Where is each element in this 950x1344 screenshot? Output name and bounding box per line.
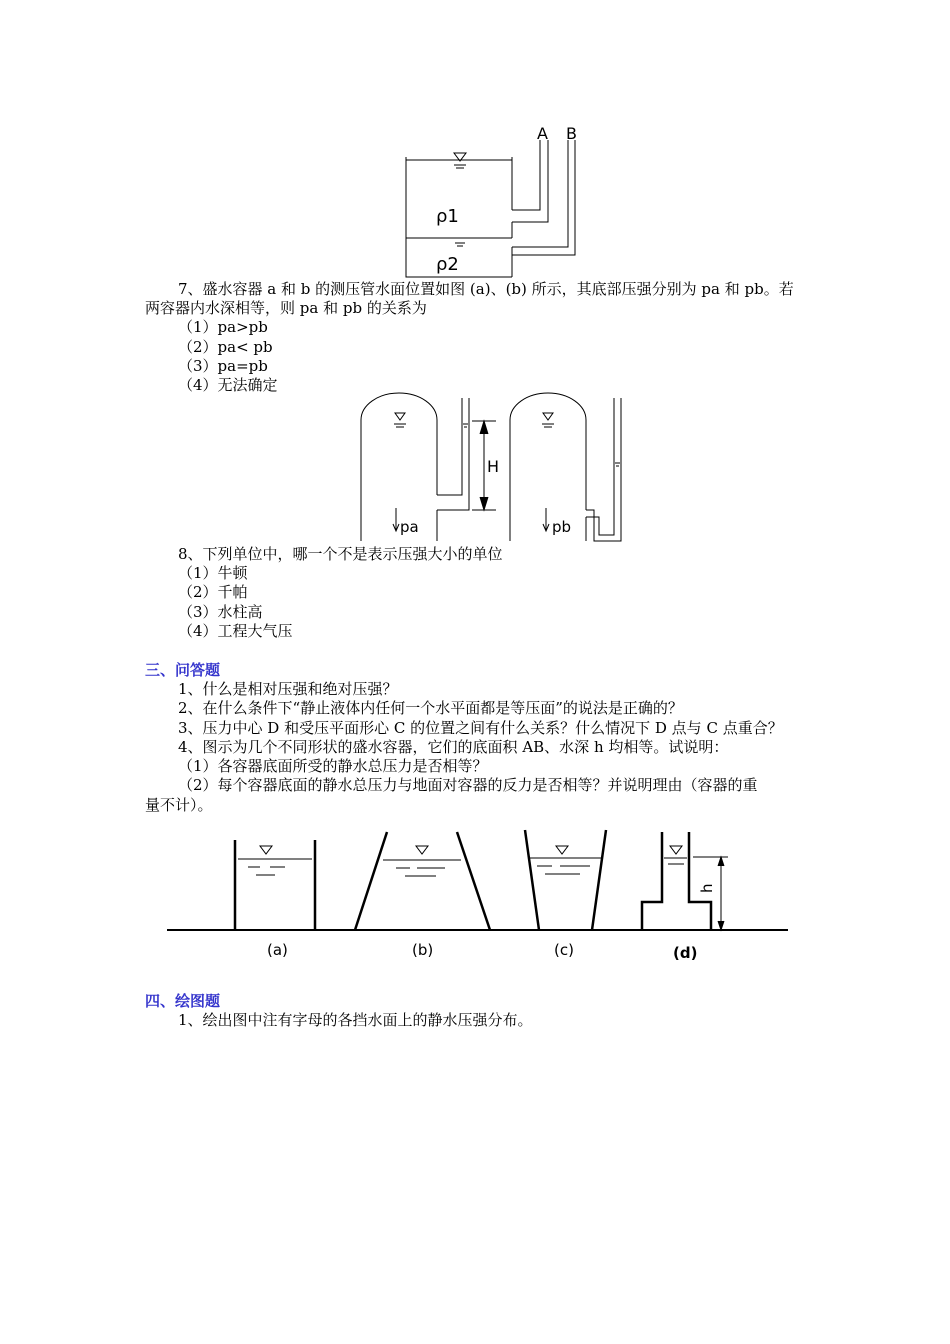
- section3-subitem: （2）每个容器底面的静水总压力与地面对容器的反力是否相等？并说明理由（容器的重: [178, 776, 758, 794]
- q7-option: （1）pa>pb: [178, 318, 268, 336]
- figure-label-a: (a): [267, 941, 288, 959]
- q8-option: （2）千帕: [178, 583, 248, 601]
- section3-item: 1、什么是相对压强和绝对压强？: [178, 680, 398, 698]
- q7-option: （2）pa< pb: [178, 338, 273, 356]
- depth-h-label: h: [698, 883, 716, 893]
- q7-option: （4）无法确定: [178, 376, 278, 394]
- figure-label-c: (c): [554, 941, 574, 959]
- pb-label: pb: [552, 518, 572, 536]
- figure-label-b: (b): [412, 941, 434, 959]
- section3-item: 2、在什么条件下“静止液体内任何一个水平面都是等压面”的说法是正确的？: [178, 699, 683, 717]
- section3-subitem: 量不计）。: [145, 796, 213, 814]
- rho1-label: ρ1: [436, 206, 459, 227]
- q7-stem-line1: 7、盛水容器 a 和 b 的测压管水面位置如图 (a)、(b) 所示，其底部压强分别为 pa 和 pb。若: [178, 280, 794, 298]
- section4-item: 1、绘出图中注有字母的各挡水面上的静水压强分布。: [178, 1011, 533, 1029]
- q8-option: （1）牛顿: [178, 564, 248, 582]
- section3-subitem: （1）各容器底面所受的静水总压力是否相等？: [178, 757, 488, 775]
- section4-title: 四、绘图题: [145, 992, 221, 1010]
- q8-option: （3）水柱高: [178, 603, 263, 621]
- section3-item: 3、压力中心 D 和受压平面形心 C 的位置之间有什么关系？什么情况下 D 点与 C 点重合？: [178, 719, 783, 737]
- rho2-label: ρ2: [436, 254, 459, 275]
- q8-stem: 8、下列单位中，哪一个不是表示压强大小的单位: [178, 545, 503, 563]
- tube-a-label: A: [537, 124, 548, 143]
- figure-label-d: (d): [673, 944, 698, 962]
- height-h-label: H: [487, 457, 500, 476]
- tube-b-label: B: [566, 124, 577, 143]
- q7-option: （3）pa=pb: [178, 357, 268, 375]
- pa-label: pa: [400, 518, 419, 536]
- q8-option: （4）工程大气压: [178, 622, 293, 640]
- section3-title: 三、问答题: [145, 661, 221, 679]
- section3-item: 4、图示为几个不同形状的盛水容器，它们的底面积 AB、水深 h 均相等。试说明：: [178, 738, 729, 756]
- q7-stem-line2: 两容器内水深相等，则 pa 和 pb 的关系为: [145, 299, 427, 317]
